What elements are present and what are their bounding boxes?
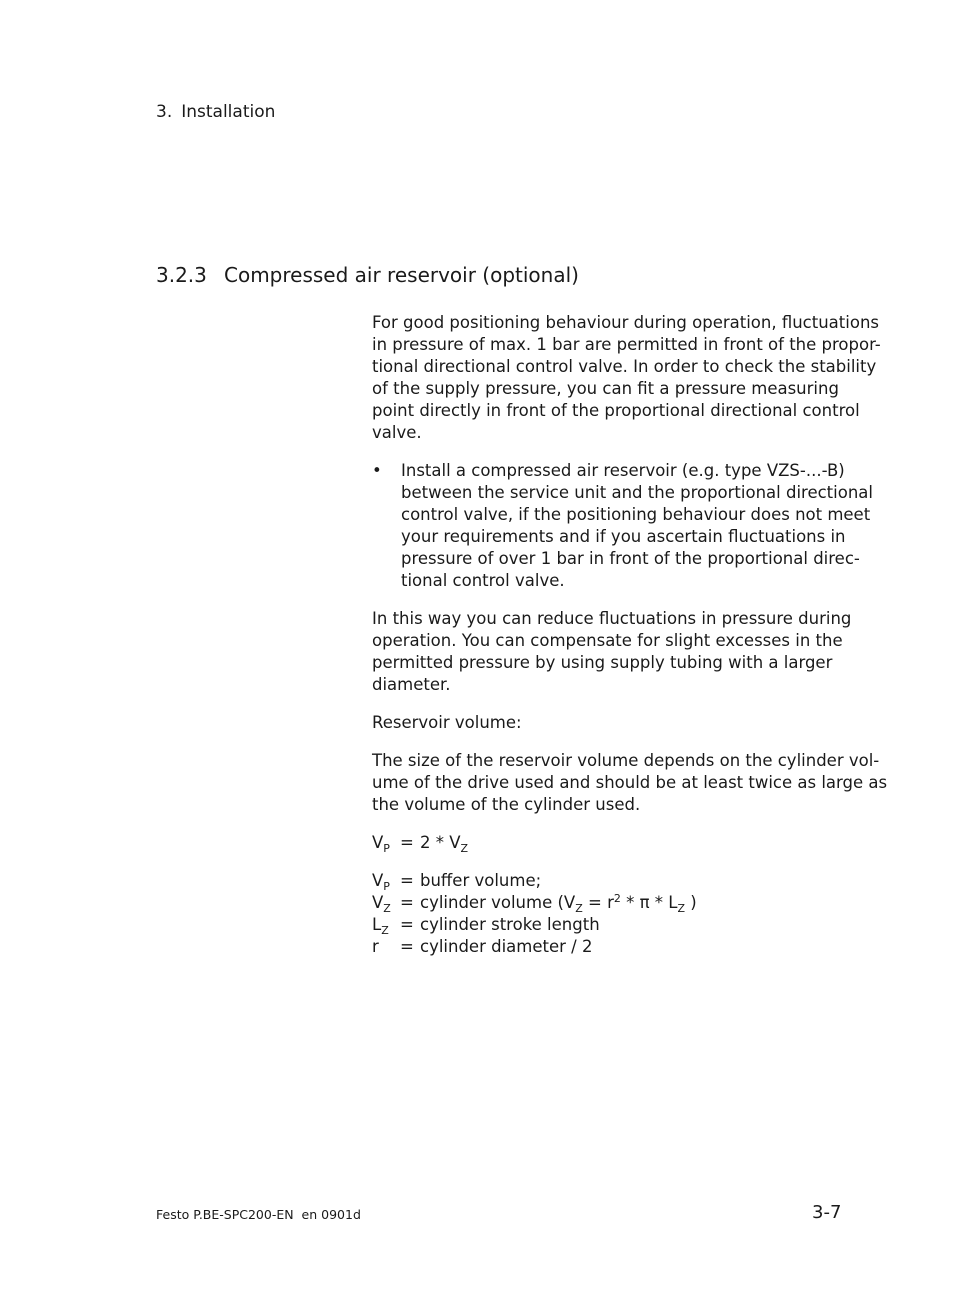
formula-symbol: $L_Z$ [372, 915, 389, 937]
definition-text: buffer volume; [420, 871, 542, 890]
definition-text: cylinder diameter / 2 [420, 937, 593, 956]
formula-symbol: $V_P$ [372, 871, 390, 893]
text-line: diameter. [372, 675, 451, 694]
equals-sign: = [400, 915, 414, 934]
text-line: valve. [372, 423, 422, 442]
text-line: Install a compressed air reservoir (e.g. type VZS-...-B) [401, 461, 845, 480]
text-line: of the supply pressure, you can fit a pressure measuring [372, 379, 839, 398]
formula-symbol: r [372, 937, 379, 956]
definition-vz [372, 892, 848, 914]
chapter-number: 3. [156, 102, 173, 122]
text-line: pressure of over 1 bar in front of the proportional direc- [401, 549, 860, 568]
text-line: point directly in front of the proportional directional control [372, 401, 860, 420]
formula-rhs: $2 * V_Z$ [420, 833, 469, 855]
text-line: permitted pressure by using supply tubing with a larger [372, 653, 833, 672]
text-line: in pressure of max. 1 bar are permitted in front of the propor- [372, 335, 881, 354]
section-number: 3.2.3 [156, 263, 207, 287]
text-line: ume of the drive used and should be at least twice as large as [372, 773, 888, 792]
footer-document-id: Festo P.BE-SPC200-EN en 0901d [156, 1207, 361, 1222]
equals-sign: = [400, 871, 414, 890]
text-line: tional directional control valve. In order to check the stability [372, 357, 877, 376]
text-line: operation. You can compensate for slight excesses in the [372, 631, 843, 650]
body-content [372, 312, 888, 958]
section-heading [156, 263, 579, 287]
text-line: your requirements and if you ascertain fluctuations in [401, 527, 846, 546]
section-title: Compressed air reservoir (optional) [224, 263, 579, 287]
text-line: For good positioning behaviour during operation, fluctuations [372, 313, 879, 332]
equals-sign: = [400, 833, 414, 852]
equals-sign: = [400, 893, 414, 912]
definition-vp [372, 870, 848, 892]
text-line: The size of the reservoir volume depends on the cylinder vol- [372, 751, 880, 770]
size-paragraph [372, 750, 888, 816]
definition-text: cylinder stroke length [420, 915, 600, 934]
bullet-icon: • [372, 461, 382, 480]
formula-symbol: $V_Z$ [372, 893, 391, 915]
definition-lz [372, 914, 848, 936]
chapter-title: Installation [181, 102, 276, 122]
reservoir-volume-label [372, 712, 848, 734]
page-number: 3-7 [812, 1202, 842, 1223]
intro-paragraph [372, 312, 881, 444]
text-line: Reservoir volume: [372, 713, 522, 732]
text-line: tional control valve. [401, 571, 565, 590]
text-line: the volume of the cylinder used. [372, 795, 641, 814]
text-line: In this way you can reduce fluctuations in pressure during [372, 609, 852, 628]
text-line: between the service unit and the proportional directional [401, 483, 873, 502]
definition-r [372, 936, 848, 958]
text-line: control valve, if the positioning behaviour does not meet [401, 505, 871, 524]
main-formula [372, 832, 848, 854]
formula-definitions [372, 870, 848, 958]
reduce-paragraph [372, 608, 852, 696]
formula-symbol: $V_P$ [372, 833, 390, 855]
equals-sign: = [400, 937, 414, 956]
chapter-header [156, 102, 275, 122]
definition-text: cylinder volume ($V_Z = r^2 * \pi * L_Z$ ) [420, 892, 697, 915]
instruction-bullet [372, 460, 873, 592]
